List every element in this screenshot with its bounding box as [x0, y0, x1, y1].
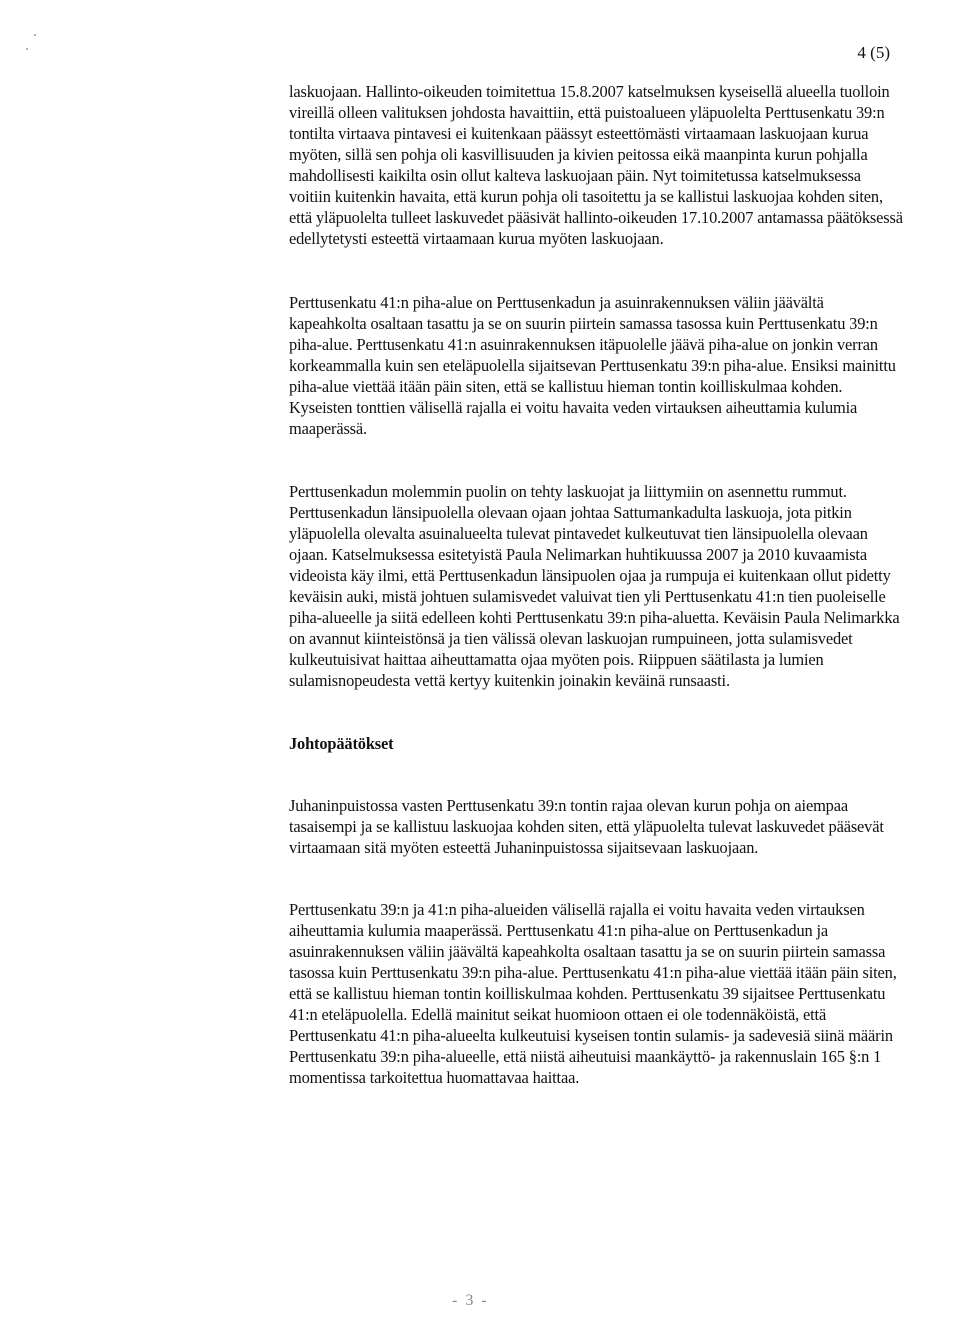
document-body — [289, 81, 905, 1129]
paragraph-inspection-findings: laskuojaan. Hallinto-oikeuden toimitettua 15.8.2007 katselmuksen kyseisellä alueella tuolloin vireillä olleen valituksen johdosta havaittiin, että puistoalueen yläpuolelta Perttusenkatu 39:n tontilta virtaava pintavesi ei kuitenkaan päässyt esteettömästi virtaamaan laskuojaan kurua myöten, sillä sen pohja oli kasvillisuuden ja kivien peitossa eikä maanpinta kurun pohjalla mahdollisesti kaikilta osin ollut kalteva laskuojaan päin. Nyt toimitetussa katselmuksessa voitiin kuitenkin havaita, että kurun pohja oli tasoitettu ja se kallistui laskuojaa kohden siten, että yläpuolelta tulleet laskuvedet pääsivät hallinto-oikeuden 17.10.2007 antamassa päätöksessä edellytetysti esteettä virtaamaan kurua myöten laskuojaan. — [289, 82, 903, 248]
scan-speck — [26, 48, 28, 50]
paragraph-yard-41: Perttusenkatu 41:n piha-alue on Perttusenkadun ja asuinrakennuksen väliin jäävältä kapeahkolta osaltaan tasattu ja se on suurin piirtein samassa tasossa kuin Perttusenkatu 39:n piha-alue. Perttusenkatu 41:n asuinrakennuksen itäpuolelle jäävä piha-alue on jonkin verran korkeammalla kuin sen eteläpuolella sijaitsevan Perttusenkatu 39:n piha-alue. Ensiksi mainittu piha-alue viettää itään päin siten, että se kallistuu hieman tontin koilliskulmaa kohden. Kyseisten tonttien välisellä rajalla ei voitu havaita veden virtauksen aiheuttamia kulumia maaperässä. — [289, 293, 896, 438]
page-footer-mark: - 3 - — [452, 1292, 489, 1309]
scan-speck — [34, 34, 36, 36]
section-heading-conclusions: Johtopäätökset — [289, 734, 394, 753]
page-number: 4 (5) — [857, 43, 890, 62]
paragraph-conclusion-boundary: Perttusenkatu 39:n ja 41:n piha-alueiden välisellä rajalla ei voitu havaita veden virtauksen aiheuttamia kulumia maaperässä. Perttusenkatu 41:n piha-alue on Perttusenkadun ja asuinrakennuksen väliin jäävältä kapeahkolta osaltaan tasattu ja se on suurin piirtein samassa tasossa kuin Perttusenkatu 39:n piha-alue. Perttusenkatu 41:n piha-alue viettää itään päin siten, että se kallistuu hieman tontin koilliskulmaa kohden. Perttusenkatu 39 sijaitsee Perttusenkatu 41:n eteläpuolella. Edellä mainitut seikat huomioon ottaen ei ole todennäköistä, että Perttusenkatu 41:n piha-alueelta kulkeutuisi kyseisen tontin sulamis- ja sadevesiä siinä määrin Perttusenkatu 39:n piha-alueelle, että niistä aiheutuisi maankäyttö- ja rakennuslain 165 §:n 1 momentissa tarkoitettua huomattavaa haittaa. — [289, 900, 897, 1087]
paragraph-ditches: Perttusenkadun molemmin puolin on tehty laskuojat ja liittymiin on asennettu rummut. Perttusenkadun länsipuolella olevaan ojaan johtaa Sattumankadulta laskuoja, jota pitkin yläpuolella olevalta asuinalueelta tulevat pintavedet kulkeutuvat tien länsipuolella olevaan ojaan. Katselmuksessa esitetyistä Paula Nelimarkan huhtikuussa 2007 ja 2010 kuvaamista videoista käy ilmi, että Perttusenkadun länsipuolen ojaa ja rumpuja ei kuitenkaan ollut pidetty keväisin auki, mistä johtuen sulamisvedet valuivat tien yli Perttusenkatu 41:n tien puoleiselle piha-alueelle ja siitä edelleen kohti Perttusenkatu 39:n piha-aluetta. Keväisin Paula Nelimarkka on avannut kiinteistönsä ja tien välissä olevan laskuojan rumpuineen, jotta sulamisvedet kulkeutuisivat haittaa aiheuttamatta ojaa myöten pois. Riippuen säätilasta ja lumien sulamisnopeudesta vettä kertyy kuitenkin joinakin keväinä runsaasti. — [289, 482, 900, 690]
paragraph-conclusion-ravine: Juhaninpuistossa vasten Perttusenkatu 39:n tontin rajaa olevan kurun pohja on aiempaa tasaisempi ja se kallistuu laskuojaa kohden siten, että yläpuolelta tulevat laskuvedet pääsevät virtaamaan sitä myöten esteettä Juhaninpuistossa sijaitsevaan laskuojaan. — [289, 796, 884, 857]
